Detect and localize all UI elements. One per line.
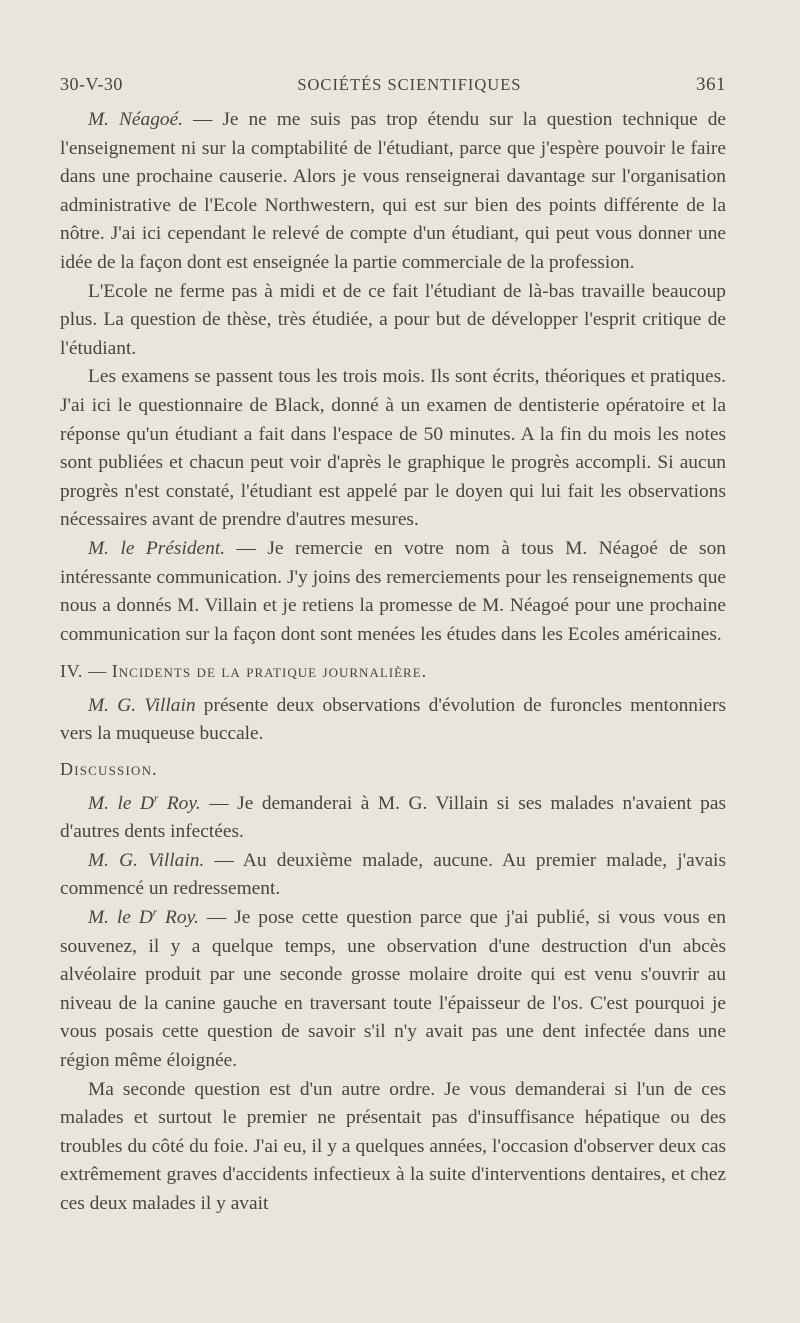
speaker-name-part: M. le D — [88, 907, 153, 929]
page-number: 361 — [695, 74, 726, 95]
paragraph-text: — Je remercie en votre nom à tous M. Néagoé de son intéressante communication. J'y joins des remerciements pour les renseignements que nous a donnés M. Villain et je retiens la promesse de M. Néagoé pour une prochaine communication sur la façon dont sont menées les études dans les Ecoles américaines. — [60, 537, 726, 645]
page-body — [60, 106, 726, 1219]
paragraph — [60, 106, 726, 278]
paragraph-text: — Je pose cette question parce que j'ai publié, si vous vous en souvenez, il y a quelque temps, une observation d'une destruction d'un abcès alvéolaire produit par une seconde grosse molaire droite qui est venu s'ouvrir au niveau de la canine gauche en traversant toute l'épaisseur de l'os. C'est pourquoi je vous posais cette question de savoir s'il n'y avait pas une dent infectée dans une région même éloignée. — [60, 907, 726, 1071]
speaker-name: M. G. Villain — [88, 694, 196, 716]
speaker-name-part: Roy. — [158, 792, 201, 814]
section-title: Incidents de la pratique journalière. — [111, 661, 428, 682]
speaker-superscript: r — [152, 906, 158, 919]
discussion-heading: Discussion. — [60, 759, 158, 780]
running-head — [60, 74, 726, 96]
speaker-name — [88, 907, 199, 928]
speaker-name: M. Néagoé. — [88, 109, 184, 130]
speaker-superscript: r — [154, 792, 159, 805]
section-heading — [60, 657, 726, 686]
header-date: 30-V-30 — [60, 74, 123, 94]
paragraph — [60, 535, 726, 649]
paragraph — [60, 692, 726, 749]
paragraph — [60, 847, 726, 904]
section-numeral: IV. — — [60, 661, 112, 682]
speaker-name: M. le Président. — [88, 537, 226, 559]
paragraph-text: Les examens se passent tous les trois mois. Ils sont écrits, théoriques et pratiques. J'ai ici le questionnaire de Black, donné à un examen de dentisterie opératoire et la réponse qu'un étudiant a fait dans l'espace de 50 minutes. A la fin du mois les notes sont publiées et chacun peut voir d'après le graphique le progrès accompli. Si aucun progrès n'est constaté, l'étudiant est appelé par le doyen qui lui fait les observations nécessaires avant de prendre d'autres mesures. — [60, 366, 726, 531]
paragraph-text: — Je ne me suis pas trop étendu sur la question technique de l'enseignement ni sur la comptabilité de l'étudiant, parce que j'espère pouvoir le faire dans une prochaine causerie. Alors je vous renseignerai davantage sur l'organisation administrative de l'Ecole Northwestern, qui est sur bien des points différente de la nôtre. J'ai ici cependant le relevé de compte d'un étudiant, qui peut vous donner une idée de la façon dont est enseignée la partie commerciale de la profession. — [60, 109, 727, 273]
header-title: SOCIÉTÉS SCIENTIFIQUES — [297, 75, 522, 94]
paragraph — [60, 904, 726, 1076]
speaker-name: M. G. Villain. — [88, 849, 205, 871]
paragraph-text: — Au deuxième malade, aucune. Au premier malade, j'avais commencé un redressement. — [60, 849, 726, 900]
speaker-name — [88, 793, 201, 814]
paragraph — [60, 1076, 726, 1219]
paragraph-text: Ma seconde question est d'un autre ordre. Je vous demanderai si l'un de ces malades et surtout le premier ne présentait pas d'insuffisance hépatique ou des troubles du côté du foie. J'ai eu, il y a quelques années, l'occasion d'observer deux cas extrêmement graves d'accidents infectieux à la suite d'interventions dentaires, et chez ces deux malades il y avait — [60, 1078, 726, 1214]
paragraph — [60, 363, 726, 535]
paragraph-text: présente deux observations d'évolution de furoncles mentonniers vers la muqueuse buccale. — [60, 694, 726, 745]
paragraph-text: L'Ecole ne ferme pas à midi et de ce fait l'étudiant de là-bas travaille beaucoup plus. La question de thèse, très étudiée, a pour but de développer l'esprit critique de l'étudiant. — [60, 280, 726, 359]
paragraph-text: — Je demanderai à M. G. Villain si ses malades n'avaient pas d'autres dents infectées. — [60, 792, 726, 843]
speaker-name-part: M. le D — [88, 792, 155, 814]
paragraph — [60, 278, 726, 364]
speaker-name-part: Roy. — [157, 907, 199, 929]
paragraph — [60, 790, 726, 847]
